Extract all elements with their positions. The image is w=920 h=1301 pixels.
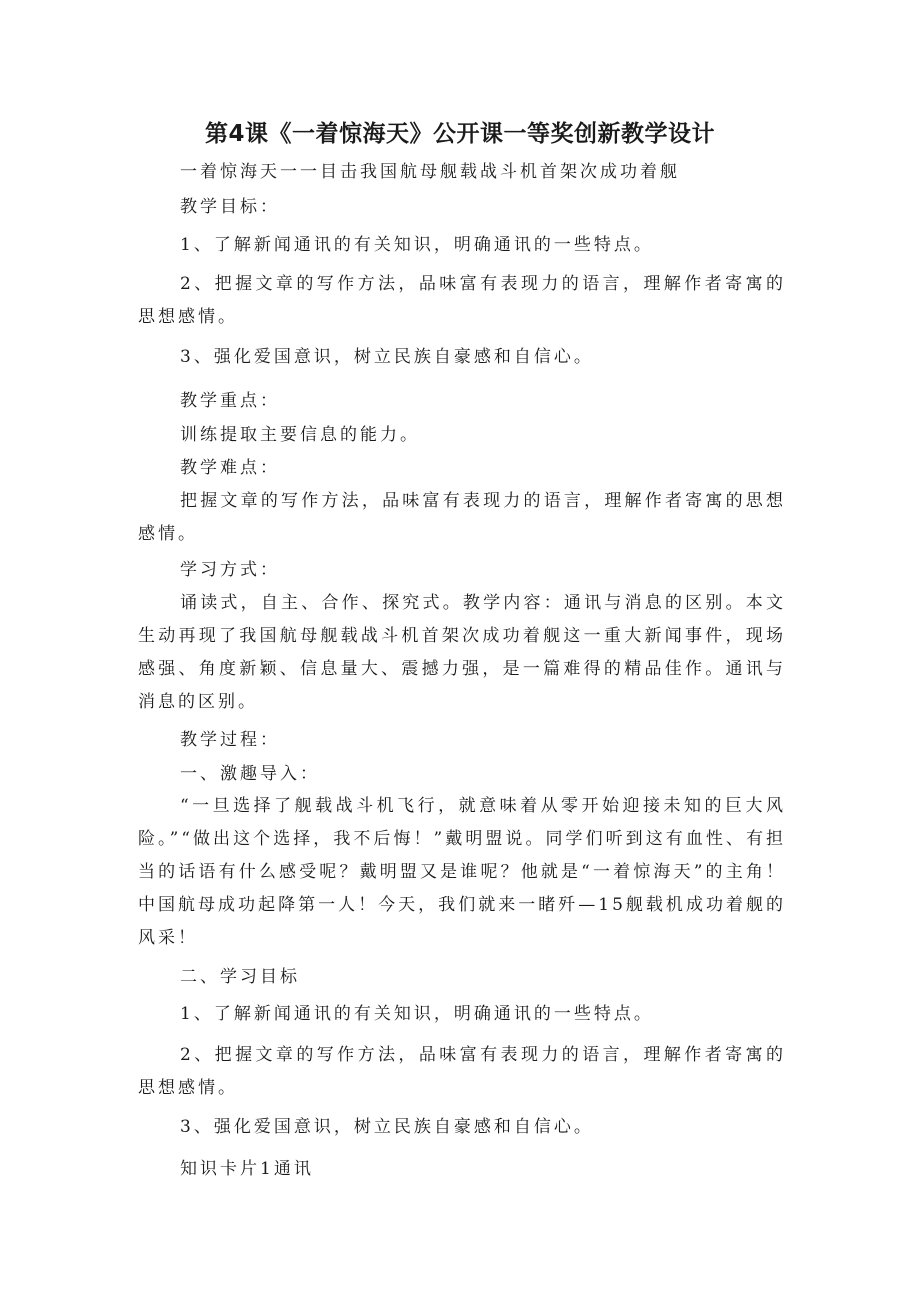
process-heading: 教学过程： — [180, 730, 280, 750]
goal-item-2: 2、把握文章的写作方法，品味富有表现力的语言，理解作者寄寓的思想感情。 — [138, 274, 786, 327]
step2-heading: 二、学习目标 — [180, 967, 300, 987]
key-text: 训练提取主要信息的能力。 — [180, 425, 420, 445]
goal2-item-2: 2、把握文章的写作方法，品味富有表现力的语言，理解作者寄寓的思想感情。 — [138, 1045, 786, 1098]
goal-item-3: 3、强化爱国意识，树立民族自豪感和自信心。 — [180, 347, 594, 367]
goal2-item-1: 1、了解新闻通讯的有关知识，明确通讯的一些特点。 — [180, 1004, 654, 1024]
goal2-item-3: 3、强化爱国意识，树立民族自豪感和自信心。 — [180, 1117, 594, 1137]
step1-heading: 一、激趣导入： — [180, 764, 320, 784]
goal-item-1: 1、了解新闻通讯的有关知识，明确通讯的一些特点。 — [180, 235, 654, 255]
page-title: 第4课《一着惊海天》公开课一等奖创新教学设计 — [204, 121, 715, 147]
card-heading: 知识卡片1通讯 — [180, 1159, 314, 1179]
step1-text: “一旦选择了舰载战斗机飞行，就意味着从零开始迎接未知的巨大风险。”“做出这个选择，我不后悔！”戴明盟说。同学们听到这有血性、有担当的话语有什么感受呢？戴明盟又是谁呢？他就是“一着惊海天”的主角！中国航母成功起降第一人！今天，我们就来一睹歼—15舰载机成功着舰的风采！ — [138, 796, 786, 948]
difficulty-heading: 教学难点： — [180, 458, 280, 478]
method-heading: 学习方式： — [180, 560, 280, 580]
difficulty-text: 把握文章的写作方法，品味富有表现力的语言，理解作者寄寓的思想感情。 — [138, 491, 786, 544]
key-heading: 教学重点： — [180, 391, 280, 411]
method-text: 诵读式，自主、合作、探究式。教学内容：通讯与消息的区别。本文生动再现了我国航母舰载战斗机首架次成功着舰这一重大新闻事件，现场感强、角度新颖、信息量大、震撼力强，是一篇难得的精品佳作。通讯与消息的区别。 — [138, 593, 786, 712]
goals-heading: 教学目标： — [180, 197, 280, 217]
subtitle: 一着惊海天一一目击我国航母舰载战斗机首架次成功着舰 — [180, 162, 680, 182]
